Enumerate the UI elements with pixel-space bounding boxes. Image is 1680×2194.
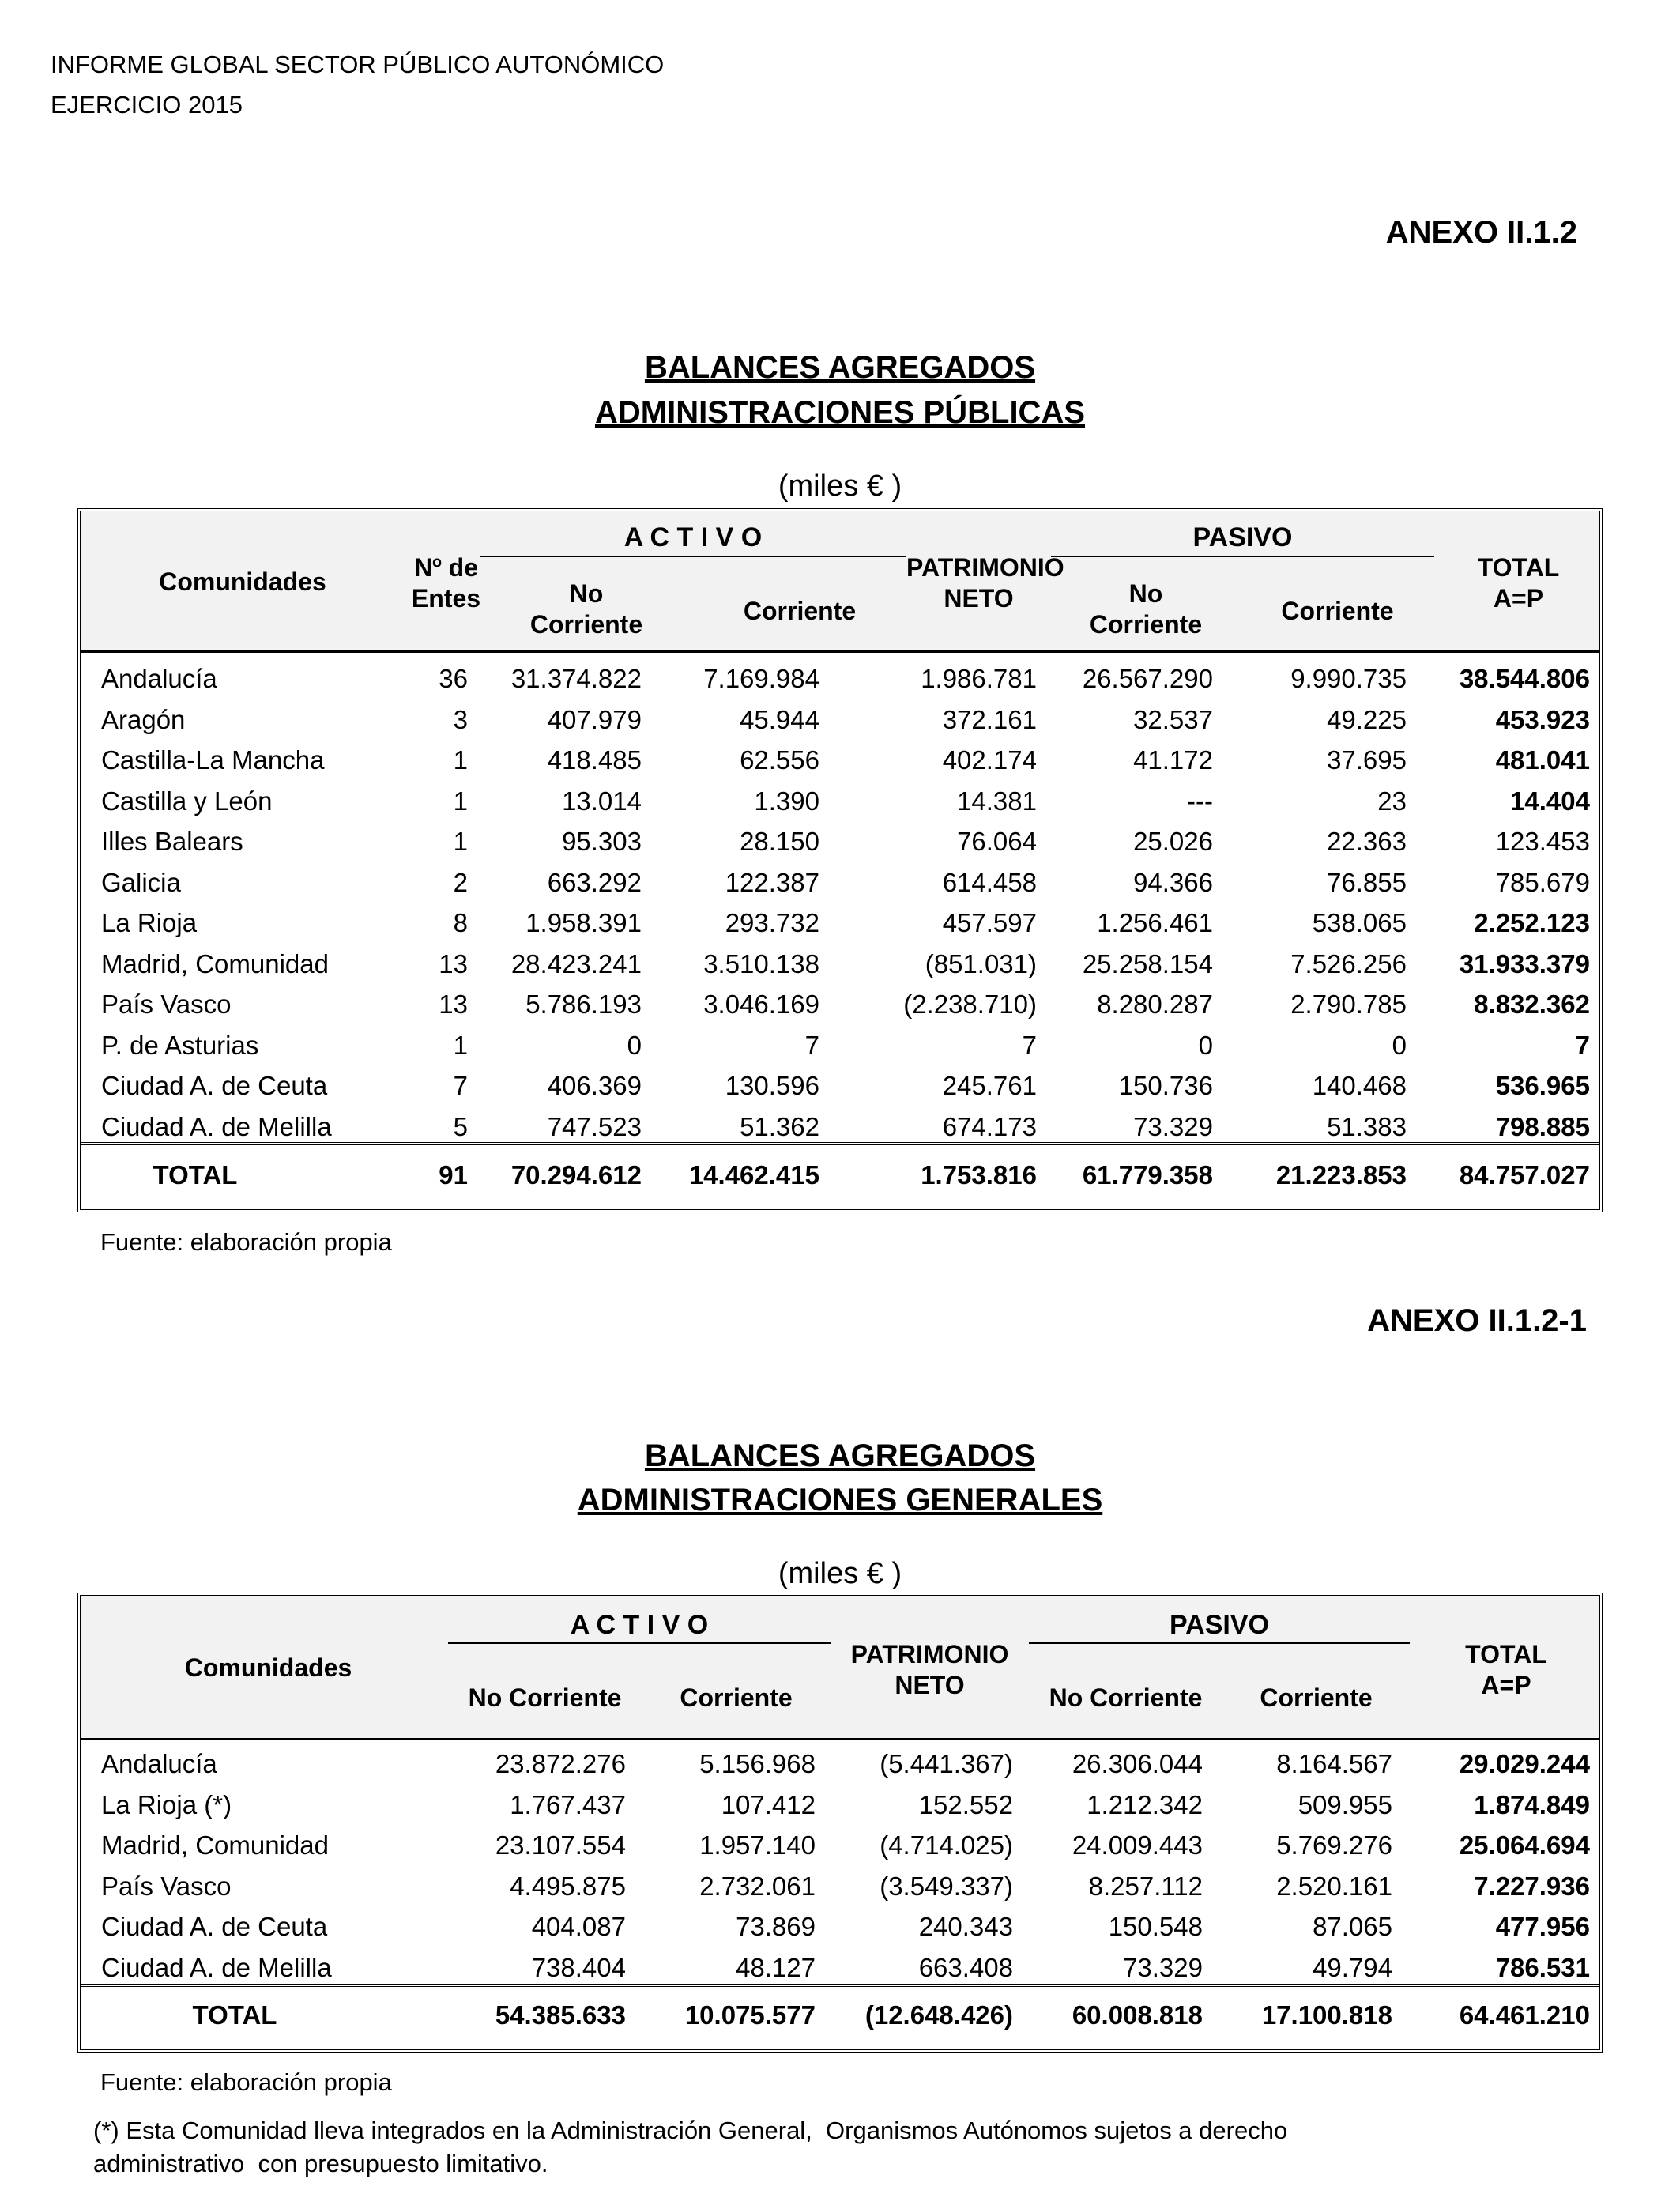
- table-cell: 13: [439, 990, 468, 1019]
- row-comunidad-name: Castilla-La Mancha: [101, 745, 325, 775]
- table-cell: 45.944: [740, 704, 819, 734]
- total-cell: 61.779.358: [1082, 1160, 1213, 1189]
- header2-activo-no-corriente: No Corriente: [468, 1683, 622, 1712]
- table-cell: 3.046.169: [703, 990, 819, 1019]
- row-comunidad-name: Ciudad A. de Melilla: [101, 1952, 332, 1982]
- row-comunidad-name: Galicia: [101, 867, 181, 897]
- table-cell: 8: [453, 908, 468, 937]
- table-cell: 13: [439, 948, 468, 978]
- table-cell: 1.958.391: [525, 908, 642, 937]
- header-activo: A C T I V O: [623, 522, 763, 552]
- total-cell: 1.753.816: [921, 1160, 1037, 1189]
- table-cell: 2.252.123: [1474, 908, 1590, 937]
- table-cell: ---: [1187, 786, 1213, 816]
- table-cell: 614.458: [942, 867, 1037, 897]
- table-cell: 51.383: [1327, 1111, 1407, 1141]
- table-cell: 477.956: [1495, 1912, 1590, 1941]
- table-cell: 7.526.256: [1290, 948, 1407, 978]
- table-cell: 4.495.875: [510, 1871, 626, 1901]
- total-cell: 54.385.633: [495, 2000, 626, 2030]
- table-cell: 38.544.806: [1459, 664, 1590, 693]
- row-comunidad-name: La Rioja: [101, 908, 198, 937]
- table-cell: 7: [1022, 1030, 1037, 1060]
- table-cell: 7: [453, 1071, 468, 1100]
- table-cell: 1.212.342: [1087, 1789, 1203, 1819]
- table-cell: 407.979: [547, 704, 642, 734]
- table-cell: 786.531: [1495, 1952, 1590, 1982]
- table-cell: 28.423.241: [510, 948, 642, 978]
- table-cell: 1.390: [754, 786, 819, 816]
- table-cell: 23.872.276: [495, 1749, 626, 1778]
- table-cell: (2.238.710): [903, 990, 1037, 1019]
- table-cell: 25.064.694: [1459, 1830, 1590, 1860]
- table-cell: 7.169.984: [703, 664, 819, 693]
- header-total: TOTAL A=P: [1477, 553, 1560, 613]
- table-cell: 2.790.785: [1290, 990, 1407, 1019]
- table-cell: 8.257.112: [1088, 1871, 1203, 1901]
- table-cell: 0: [1392, 1030, 1407, 1060]
- table2-title-line2: ADMINISTRACIONES GENERALES: [577, 1483, 1103, 1517]
- row-comunidad-name: Aragón: [101, 704, 186, 734]
- table-cell: 41.172: [1133, 745, 1213, 775]
- table-cell: 28.150: [740, 827, 819, 856]
- total-cell: 17.100.818: [1261, 2000, 1392, 2030]
- annex-label-2: ANEXO II.1.2-1: [1367, 1303, 1587, 1338]
- table-cell: 7: [804, 1030, 819, 1060]
- table-cell: 31.374.822: [510, 664, 642, 693]
- table-cell: 1.874.849: [1474, 1789, 1590, 1819]
- table1-balances-administraciones-publicas: [77, 508, 1603, 1212]
- header-activo-corriente: Corriente: [743, 597, 857, 625]
- table-cell: 49.225: [1327, 704, 1407, 734]
- activo2-underline: [448, 1642, 831, 1644]
- row-comunidad-name: Illes Balears: [101, 827, 243, 856]
- table-cell: (5.441.367): [880, 1749, 1013, 1778]
- table-cell: 7.227.936: [1474, 1871, 1590, 1901]
- row-comunidad-name: Ciudad A. de Ceuta: [101, 1912, 328, 1941]
- total-cell: 64.461.210: [1459, 2000, 1590, 2030]
- total-cell: 14.462.415: [688, 1160, 819, 1189]
- annex-label-1: ANEXO II.1.2: [1385, 215, 1577, 250]
- table-cell: 536.965: [1495, 1071, 1590, 1100]
- table-cell: 37.695: [1327, 745, 1407, 775]
- table-cell: 23: [1377, 786, 1407, 816]
- header-activo-no-corriente: No Corriente: [529, 579, 643, 639]
- total-cell: 70.294.612: [510, 1160, 642, 1189]
- table-cell: 293.732: [725, 908, 819, 937]
- table-cell: 538.065: [1312, 908, 1407, 937]
- table-cell: 22.363: [1327, 827, 1407, 856]
- report-title: INFORME GLOBAL SECTOR PÚBLICO AUTONÓMICO: [51, 51, 665, 78]
- table-cell: 107.412: [721, 1789, 816, 1819]
- table-cell: 49.794: [1313, 1952, 1392, 1982]
- header-patrimonio-neto: PATRIMONIO NETO: [906, 553, 1064, 613]
- table-cell: 1.767.437: [510, 1789, 626, 1819]
- table-cell: 152.552: [918, 1789, 1013, 1819]
- row-comunidad-name: Ciudad A. de Melilla: [101, 1111, 332, 1141]
- table-cell: 1.986.781: [921, 664, 1037, 693]
- table-cell: 738.404: [531, 1952, 626, 1982]
- row-comunidad-name: Andalucía: [101, 1749, 217, 1778]
- table-cell: 404.087: [531, 1912, 626, 1941]
- table-cell: 94.366: [1133, 867, 1213, 897]
- header2-comunidades: Comunidades: [184, 1653, 352, 1682]
- table1-title-line2: ADMINISTRACIONES PÚBLICAS: [594, 395, 1086, 430]
- table-cell: 25.258.154: [1082, 948, 1213, 978]
- table-cell: 87.065: [1313, 1912, 1392, 1941]
- total-cell: 10.075.577: [684, 2000, 816, 2030]
- table-cell: 372.161: [942, 704, 1037, 734]
- table-cell: 0: [1198, 1030, 1213, 1060]
- table-cell: 13.014: [562, 786, 642, 816]
- table2-footnote: (*) Esta Comunidad lleva integrados en la Administración General, Organismos Autónomos sujetos a derecho administrativo con presupuesto limitativo.: [93, 2117, 1288, 2177]
- row-comunidad-name: País Vasco: [101, 1871, 232, 1901]
- table-cell: 95.303: [562, 827, 642, 856]
- table-cell: 0: [627, 1030, 642, 1060]
- table-cell: (4.714.025): [880, 1830, 1013, 1860]
- table-cell: 51.362: [740, 1111, 819, 1141]
- table2-source: Fuente: elaboración propia: [100, 2068, 392, 2096]
- table-cell: 1.256.461: [1097, 908, 1213, 937]
- table-cell: 7: [1575, 1030, 1590, 1060]
- table-cell: 36: [439, 664, 468, 693]
- total-cell: 84.757.027: [1459, 1160, 1590, 1189]
- table2-title-line1: BALANCES AGREGADOS: [644, 1438, 1036, 1473]
- table-cell: 406.369: [547, 1071, 642, 1100]
- row-comunidad-name: País Vasco: [101, 990, 232, 1019]
- table-cell: 509.955: [1298, 1789, 1392, 1819]
- table-cell: 5.786.193: [525, 990, 642, 1019]
- table-cell: 23.107.554: [495, 1830, 626, 1860]
- table-cell: 674.173: [942, 1111, 1037, 1141]
- activo-underline: [480, 556, 906, 557]
- table-cell: 150.736: [1118, 1071, 1213, 1100]
- table-cell: 2.732.061: [699, 1871, 816, 1901]
- total-cell: 21.223.853: [1275, 1160, 1407, 1189]
- table-cell: (3.549.337): [880, 1871, 1013, 1901]
- table-cell: 663.292: [547, 867, 642, 897]
- table-cell: 1: [453, 745, 468, 775]
- table-cell: 798.885: [1495, 1111, 1590, 1141]
- table-cell: 130.596: [725, 1071, 819, 1100]
- row-comunidad-name: Castilla y León: [101, 786, 273, 816]
- header2-activo: A C T I V O: [570, 1610, 709, 1640]
- row-comunidad-name: La Rioja (*): [101, 1789, 232, 1819]
- table-cell: 5: [453, 1111, 468, 1141]
- table-cell: 245.761: [942, 1071, 1037, 1100]
- header-pasivo: PASIVO: [1192, 522, 1293, 552]
- table-cell: 457.597: [942, 908, 1037, 937]
- header-num-entes: Nº de Entes: [411, 553, 481, 613]
- table-cell: 31.933.379: [1459, 948, 1590, 978]
- header2-patrimonio-neto: PATRIMONIO NETO: [850, 1640, 1009, 1700]
- table-cell: 785.679: [1495, 867, 1590, 897]
- table-cell: 2.520.161: [1276, 1871, 1392, 1901]
- report-year: EJERCICIO 2015: [51, 91, 243, 119]
- table-cell: 747.523: [547, 1111, 642, 1141]
- table-cell: 1.957.140: [699, 1830, 816, 1860]
- table-cell: 5.769.276: [1276, 1830, 1392, 1860]
- table-cell: 73.329: [1133, 1111, 1213, 1141]
- table-cell: 73.869: [736, 1912, 816, 1941]
- total-cell: (12.648.426): [864, 2000, 1013, 2030]
- table-cell: 26.567.290: [1082, 664, 1213, 693]
- table1-title-line1: BALANCES AGREGADOS: [644, 350, 1036, 385]
- table-cell: 1: [453, 1030, 468, 1060]
- table-cell: 26.306.044: [1072, 1749, 1203, 1778]
- total-cell: 60.008.818: [1072, 2000, 1203, 2030]
- total-label: TOTAL: [192, 2000, 277, 2030]
- header2-pasivo-corriente: Corriente: [1260, 1683, 1373, 1712]
- table-cell: 14.381: [957, 786, 1037, 816]
- table-cell: 24.009.443: [1072, 1830, 1203, 1860]
- table-cell: 240.343: [918, 1912, 1013, 1941]
- row-comunidad-name: Ciudad A. de Ceuta: [101, 1071, 328, 1100]
- table-cell: 9.990.735: [1290, 664, 1407, 693]
- table-cell: 1: [453, 827, 468, 856]
- table-cell: 663.408: [918, 1952, 1013, 1982]
- table-cell: 402.174: [942, 745, 1037, 775]
- header2-pasivo: PASIVO: [1170, 1610, 1269, 1640]
- table-cell: 3.510.138: [703, 948, 819, 978]
- header2-total: TOTAL A=P: [1465, 1640, 1547, 1700]
- header2-activo-corriente: Corriente: [680, 1683, 793, 1712]
- row-comunidad-name: Madrid, Comunidad: [101, 1830, 329, 1860]
- table-cell: 8.280.287: [1097, 990, 1213, 1019]
- table-cell: 29.029.244: [1459, 1749, 1590, 1778]
- table-cell: 123.453: [1495, 827, 1590, 856]
- table-cell: 3: [453, 704, 468, 734]
- row-comunidad-name: P. de Asturias: [101, 1030, 259, 1060]
- table-cell: 8.164.567: [1276, 1749, 1392, 1778]
- table-cell: 140.468: [1312, 1071, 1407, 1100]
- table-cell: 25.026: [1133, 827, 1213, 856]
- table-cell: 73.329: [1123, 1952, 1203, 1982]
- table-cell: 48.127: [736, 1952, 816, 1982]
- pasivo2-underline: [1029, 1642, 1410, 1644]
- table1-units: (miles € ): [778, 469, 902, 503]
- table-cell: (851.031): [925, 948, 1037, 978]
- total-label: TOTAL: [153, 1160, 238, 1189]
- total-cell: 91: [439, 1160, 468, 1189]
- header2-pasivo-no-corriente: No Corriente: [1049, 1683, 1203, 1712]
- table-cell: 76.855: [1327, 867, 1407, 897]
- table-cell: 5.156.968: [699, 1749, 816, 1778]
- table-cell: 481.041: [1495, 745, 1590, 775]
- table-cell: 62.556: [740, 745, 819, 775]
- header-pasivo-no-corriente: No Corriente: [1089, 579, 1203, 639]
- table1-source: Fuente: elaboración propia: [100, 1228, 392, 1256]
- table-cell: 76.064: [957, 827, 1037, 856]
- header-comunidades: Comunidades: [159, 567, 326, 596]
- table-cell: 8.832.362: [1474, 990, 1590, 1019]
- row-comunidad-name: Madrid, Comunidad: [101, 948, 329, 978]
- table-cell: 122.387: [725, 867, 819, 897]
- table-cell: 14.404: [1510, 786, 1590, 816]
- table-cell: 1: [453, 786, 468, 816]
- table2-total-separator: [81, 1984, 1599, 1987]
- table-cell: 32.537: [1133, 704, 1213, 734]
- table-cell: 453.923: [1495, 704, 1590, 734]
- table-cell: 150.548: [1108, 1912, 1203, 1941]
- table-cell: 418.485: [547, 745, 642, 775]
- table2-balances-administraciones-generales: [77, 1593, 1603, 2053]
- table-cell: 2: [453, 867, 468, 897]
- header-pasivo-corriente: Corriente: [1281, 597, 1394, 625]
- pasivo-underline: [1051, 556, 1434, 557]
- table1-total-separator: [81, 1142, 1599, 1145]
- table2-units: (miles € ): [778, 1557, 902, 1590]
- row-comunidad-name: Andalucía: [101, 664, 217, 693]
